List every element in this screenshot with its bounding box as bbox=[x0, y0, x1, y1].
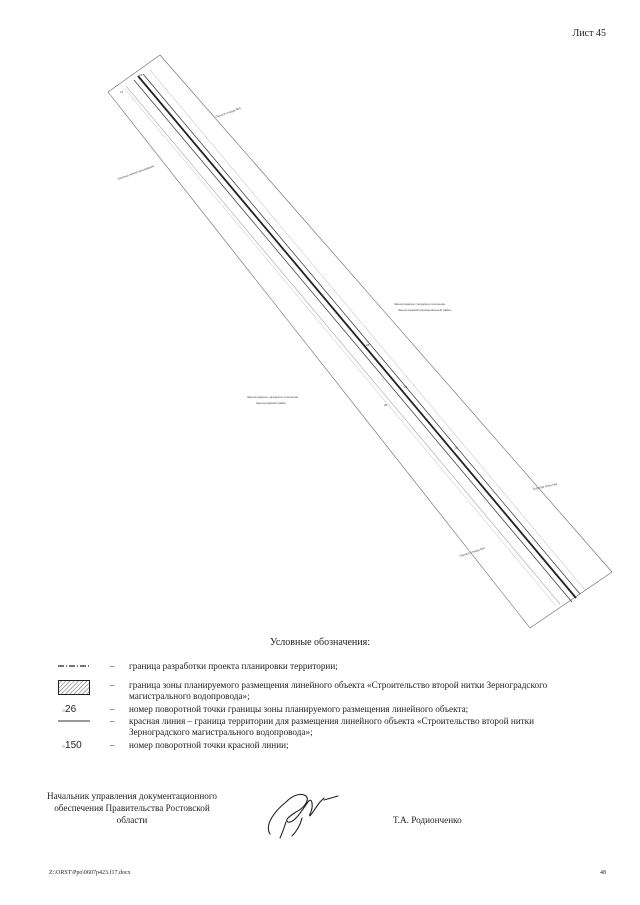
road-line bbox=[150, 70, 585, 590]
map-label: Зерноградское городское поселение bbox=[394, 302, 446, 306]
hatched-zone-icon bbox=[58, 680, 90, 696]
footer-page-number: 48 bbox=[600, 870, 606, 876]
pipeline-zone-edge bbox=[134, 80, 572, 602]
map-label: Зерноградский район bbox=[256, 401, 286, 405]
map-label: Зерноградское городское поселение bbox=[247, 395, 299, 399]
point-number: 28 bbox=[366, 343, 370, 347]
point-number: 31 bbox=[455, 446, 459, 450]
point-number: 29 bbox=[404, 385, 408, 389]
map-label: Полоса отвода №4 bbox=[214, 106, 242, 119]
point-number: 27 bbox=[120, 90, 124, 94]
sheet-label: Лист 45 bbox=[572, 28, 606, 39]
point-number: 30 bbox=[384, 403, 388, 407]
dash-dot-line-icon bbox=[58, 661, 90, 671]
point-number-icon: ○26 bbox=[62, 704, 77, 715]
red-line bbox=[124, 88, 556, 606]
map-label: Полоса отвода №4 bbox=[459, 545, 486, 558]
planning-boundary-left bbox=[108, 92, 530, 628]
planning-boundary-bottom bbox=[530, 572, 612, 628]
signature-image bbox=[262, 780, 342, 842]
signer-title: Начальник управления документационного обеспечения Правительства Ростовской области bbox=[47, 791, 217, 825]
planning-boundary-right bbox=[160, 55, 612, 572]
point-number-icon: ○150 bbox=[62, 740, 82, 751]
legend-title: Условные обозначения: bbox=[269, 637, 370, 648]
signer-name: Т.А. Родионченко bbox=[393, 815, 462, 825]
planning-boundary-top bbox=[108, 55, 160, 92]
map-label: Зерноградский муниципальный район bbox=[398, 308, 452, 312]
map-label: Граница землепользования bbox=[116, 163, 155, 181]
point-number: 26 bbox=[139, 73, 143, 77]
footer-file-path: Z:\ORST\Ppo\0607p423.f17.docx bbox=[49, 870, 131, 876]
red-line-icon bbox=[58, 716, 90, 726]
red-line bbox=[126, 86, 560, 604]
pipeline-zone-edge bbox=[143, 74, 580, 594]
map-label: Граница зоны №4 bbox=[532, 481, 558, 491]
pipeline-zone-band bbox=[138, 76, 576, 598]
